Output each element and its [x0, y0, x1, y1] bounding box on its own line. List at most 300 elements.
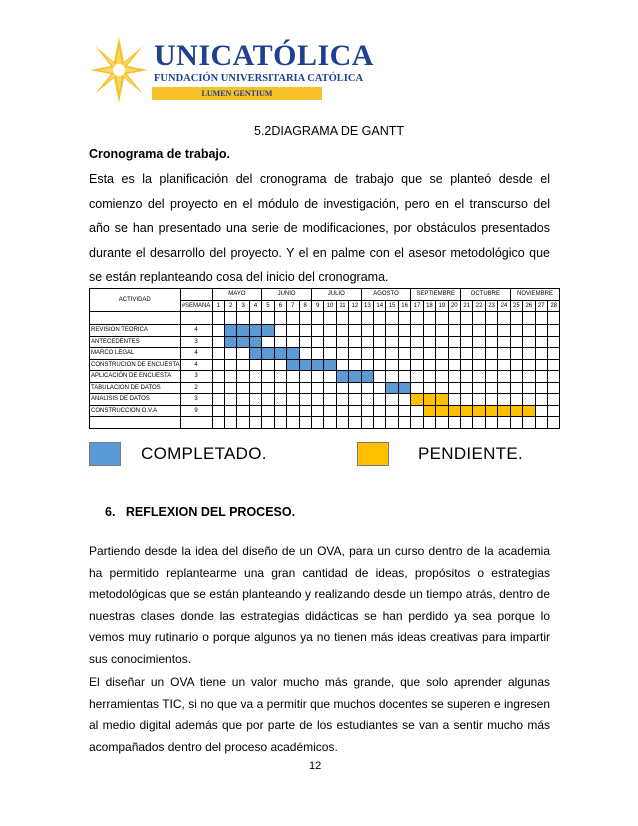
blank-cell [411, 417, 423, 429]
spacer-cell [274, 312, 286, 325]
week-number: 18 [423, 300, 435, 312]
week-number: 6 [274, 300, 286, 312]
logo-subtitle: FUNDACIÓN UNIVERSITARIA CATÓLICA [154, 73, 364, 84]
empty-week-cell [448, 382, 460, 394]
spacer-cell [411, 312, 423, 325]
spacer-cell [535, 312, 547, 325]
empty-week-cell [547, 325, 559, 337]
spacer-cell [386, 312, 398, 325]
empty-week-cell [224, 359, 236, 371]
empty-week-cell [423, 371, 435, 383]
empty-week-cell [349, 348, 361, 360]
spacer-cell [498, 312, 510, 325]
empty-week-cell [262, 336, 274, 348]
spacer-cell [436, 312, 448, 325]
empty-week-cell [374, 348, 386, 360]
empty-week-cell [386, 394, 398, 406]
empty-week-cell [510, 394, 522, 406]
spacer-cell [361, 312, 373, 325]
blank-cell [336, 417, 348, 429]
empty-week-cell [423, 359, 435, 371]
empty-week-cell [299, 394, 311, 406]
empty-week-cell [398, 394, 410, 406]
empty-week-cell [510, 348, 522, 360]
empty-week-cell [237, 348, 249, 360]
empty-week-cell [274, 382, 286, 394]
empty-week-cell [224, 382, 236, 394]
activity-weeks: 3 [180, 336, 212, 348]
empty-week-cell [485, 336, 497, 348]
empty-week-cell [237, 371, 249, 383]
spacer-cell [311, 312, 323, 325]
week-number: 19 [436, 300, 448, 312]
spacer-cell [262, 312, 274, 325]
star-emblem-icon [88, 35, 150, 105]
empty-week-cell [510, 382, 522, 394]
blank-cell [224, 417, 236, 429]
completed-week-cell [361, 371, 373, 383]
empty-week-cell [311, 325, 323, 337]
empty-week-cell [311, 348, 323, 360]
completed-week-cell [224, 336, 236, 348]
week-number: 22 [473, 300, 485, 312]
completed-week-cell [237, 336, 249, 348]
empty-week-cell [523, 382, 535, 394]
empty-week-cell [398, 405, 410, 417]
empty-week-cell [299, 325, 311, 337]
empty-week-cell [349, 336, 361, 348]
completed-week-cell [287, 359, 299, 371]
blank-cell [436, 417, 448, 429]
schedule-heading: Cronograma de trabajo. [89, 147, 230, 161]
week-number: 2 [224, 300, 236, 312]
spacer-cell [336, 312, 348, 325]
gantt-chart-table [89, 288, 560, 429]
month-header: JULIO [311, 289, 361, 301]
empty-week-cell [237, 394, 249, 406]
empty-week-cell [498, 336, 510, 348]
blank-cell [361, 417, 373, 429]
activity-row [90, 359, 560, 371]
week-number: 26 [523, 300, 535, 312]
empty-week-cell [510, 325, 522, 337]
completed-week-cell [249, 348, 261, 360]
empty-week-cell [485, 325, 497, 337]
pending-week-cell [498, 405, 510, 417]
week-header: #SEMANA [180, 300, 212, 312]
empty-week-cell [349, 382, 361, 394]
empty-week-cell [547, 394, 559, 406]
empty-week-cell [398, 371, 410, 383]
spacer-cell [180, 312, 212, 325]
empty-week-cell [473, 336, 485, 348]
week-number: 13 [361, 300, 373, 312]
spacer-row [90, 312, 560, 325]
empty-week-cell [498, 371, 510, 383]
blank-cell [461, 417, 473, 429]
empty-week-cell [274, 371, 286, 383]
empty-week-cell [485, 348, 497, 360]
activity-row [90, 382, 560, 394]
completed-week-cell [311, 359, 323, 371]
empty-week-cell [361, 405, 373, 417]
empty-week-cell [461, 359, 473, 371]
empty-week-cell [361, 348, 373, 360]
spacer-cell [510, 312, 522, 325]
empty-week-cell [461, 336, 473, 348]
empty-week-cell [535, 359, 547, 371]
empty-week-cell [262, 371, 274, 383]
empty-week-cell [361, 382, 373, 394]
empty-week-cell [535, 371, 547, 383]
empty-week-cell [523, 359, 535, 371]
spacer-cell [212, 312, 224, 325]
empty-week-cell [523, 394, 535, 406]
pending-week-cell [448, 405, 460, 417]
empty-week-cell [349, 359, 361, 371]
empty-week-cell [324, 382, 336, 394]
empty-week-cell [473, 382, 485, 394]
empty-week-cell [361, 336, 373, 348]
empty-week-cell [274, 325, 286, 337]
spacer-cell [473, 312, 485, 325]
spacer-cell [547, 312, 559, 325]
logo-motto: LUMEN GENTIUM [152, 87, 322, 100]
empty-week-cell [386, 348, 398, 360]
spacer-cell [523, 312, 535, 325]
activity-name: CONSTRUCION DE ENCUESTA [90, 359, 181, 371]
completed-week-cell [274, 348, 286, 360]
empty-week-cell [411, 382, 423, 394]
empty-week-cell [535, 325, 547, 337]
empty-week-cell [212, 348, 224, 360]
month-header: OCTUBRE [461, 289, 511, 301]
empty-week-cell [411, 405, 423, 417]
empty-week-cell [398, 359, 410, 371]
empty-week-cell [274, 336, 286, 348]
empty-week-cell [324, 348, 336, 360]
page-number: 12 [309, 760, 322, 772]
empty-week-cell [349, 325, 361, 337]
empty-week-cell [311, 394, 323, 406]
empty-week-cell [535, 336, 547, 348]
empty-week-cell [274, 405, 286, 417]
activity-name: TABULACION DE DATOS [90, 382, 181, 394]
week-number: 1 [212, 300, 224, 312]
empty-week-cell [436, 325, 448, 337]
empty-week-cell [287, 336, 299, 348]
pending-week-cell [423, 394, 435, 406]
empty-week-cell [361, 394, 373, 406]
activity-header: ACTIVIDAD [90, 289, 181, 312]
empty-week-cell [523, 348, 535, 360]
activity-weeks: 3 [180, 371, 212, 383]
empty-week-cell [547, 348, 559, 360]
blank-cell [374, 417, 386, 429]
pending-week-cell [485, 405, 497, 417]
empty-week-cell [336, 359, 348, 371]
legend-completed-label: COMPLETADO. [141, 444, 267, 463]
activity-row [90, 405, 560, 417]
blank-cell [287, 417, 299, 429]
blank-cell [498, 417, 510, 429]
empty-week-cell [535, 394, 547, 406]
week-number: 4 [249, 300, 261, 312]
spacer-cell [485, 312, 497, 325]
spacer-cell [349, 312, 361, 325]
blank-cell [386, 417, 398, 429]
completed-week-cell [398, 382, 410, 394]
month-header-blank [180, 289, 212, 301]
completed-week-cell [249, 325, 261, 337]
empty-week-cell [436, 371, 448, 383]
empty-week-cell [299, 336, 311, 348]
activity-row [90, 325, 560, 337]
empty-week-cell [461, 394, 473, 406]
spacer-cell [461, 312, 473, 325]
blank-cell [485, 417, 497, 429]
empty-week-cell [461, 325, 473, 337]
empty-week-cell [411, 325, 423, 337]
blank-cell [249, 417, 261, 429]
blank-cell [299, 417, 311, 429]
completed-week-cell [237, 325, 249, 337]
empty-week-cell [336, 382, 348, 394]
empty-week-cell [287, 394, 299, 406]
empty-week-cell [262, 405, 274, 417]
empty-week-cell [287, 405, 299, 417]
university-logo [88, 35, 374, 105]
empty-week-cell [212, 382, 224, 394]
month-header: SEPTIEMBRE [411, 289, 461, 301]
empty-week-cell [448, 359, 460, 371]
month-header: JUNIO [262, 289, 312, 301]
empty-week-cell [535, 405, 547, 417]
empty-week-cell [398, 325, 410, 337]
pending-week-cell [473, 405, 485, 417]
activity-weeks: 4 [180, 359, 212, 371]
empty-week-cell [237, 382, 249, 394]
blank-cell [349, 417, 361, 429]
spacer-cell [90, 312, 181, 325]
empty-week-cell [423, 382, 435, 394]
blank-cell [237, 417, 249, 429]
empty-week-cell [349, 394, 361, 406]
completed-week-cell [262, 325, 274, 337]
empty-week-cell [224, 405, 236, 417]
month-header: AGOSTO [361, 289, 411, 301]
pending-week-cell [510, 405, 522, 417]
pending-week-cell [461, 405, 473, 417]
empty-week-cell [498, 359, 510, 371]
empty-week-cell [510, 371, 522, 383]
empty-week-cell [324, 336, 336, 348]
section-title: 5.2DIAGRAMA DE GANTT [254, 124, 405, 138]
pending-week-cell [436, 394, 448, 406]
empty-week-cell [237, 359, 249, 371]
spacer-cell [324, 312, 336, 325]
empty-week-cell [311, 371, 323, 383]
activity-name: ANALISIS DE DATOS [90, 394, 181, 406]
empty-week-cell [374, 394, 386, 406]
empty-week-cell [547, 371, 559, 383]
reflection-paragraph-1: Partiendo desde la idea del diseño de un OVA, para un curso dentro de la academia ha permitido replantearme una gran cantidad de ideas, propósitos o estrategias metodológicas que se están planteando y realizando desde un tiempo atrás, dentro de nuestras clases donde las estrategias didácticas se han perdido ya sea porque lo vemos muy rutinario o porque algunos ya no tienen más ideas creativas para impartir sus conocimientos. [89, 544, 550, 666]
legend-completed-swatch [89, 442, 121, 466]
empty-week-cell [448, 394, 460, 406]
week-number: 14 [374, 300, 386, 312]
empty-week-cell [510, 336, 522, 348]
blank-cell [510, 417, 522, 429]
empty-week-cell [336, 325, 348, 337]
empty-week-cell [423, 336, 435, 348]
empty-week-cell [411, 348, 423, 360]
activity-row [90, 394, 560, 406]
legend-pending-swatch [357, 442, 389, 466]
empty-week-cell [473, 394, 485, 406]
empty-week-cell [547, 382, 559, 394]
empty-week-cell [212, 325, 224, 337]
empty-week-cell [336, 394, 348, 406]
spacer-cell [299, 312, 311, 325]
empty-week-cell [498, 325, 510, 337]
week-number: 12 [349, 300, 361, 312]
empty-week-cell [374, 371, 386, 383]
month-header: MAYO [212, 289, 262, 301]
empty-week-cell [386, 359, 398, 371]
empty-week-cell [411, 359, 423, 371]
empty-week-cell [473, 371, 485, 383]
empty-week-cell [299, 405, 311, 417]
empty-week-cell [249, 405, 261, 417]
empty-week-cell [249, 382, 261, 394]
empty-week-cell [423, 325, 435, 337]
empty-week-cell [212, 359, 224, 371]
empty-week-cell [311, 382, 323, 394]
logo-name: UNICATÓLICA [154, 39, 374, 72]
week-number: 25 [510, 300, 522, 312]
empty-week-cell [224, 394, 236, 406]
empty-week-cell [299, 371, 311, 383]
empty-week-cell [262, 359, 274, 371]
intro-paragraph: Esta es la planificación del cronograma de trabajo que se planteó desde el comienzo del proyecto en el módulo de investigación, pero en el transcurso del año se han presentado una serie de modificaciones, por obstáculos presentados durante el desarrollo del proyecto. Y el en palme con el asesor metodológico que se están replanteando cosa del inicio del cronograma. [89, 172, 550, 284]
empty-week-cell [547, 405, 559, 417]
empty-week-cell [498, 394, 510, 406]
completed-week-cell [249, 336, 261, 348]
activity-name: REVISION TEORICA [90, 325, 181, 337]
activity-name: APLICACIÓN DE ENCUESTA [90, 371, 181, 383]
spacer-cell [237, 312, 249, 325]
empty-week-cell [311, 336, 323, 348]
completed-week-cell [287, 348, 299, 360]
empty-week-cell [336, 336, 348, 348]
blank-cell [180, 417, 212, 429]
spacer-cell [249, 312, 261, 325]
empty-week-cell [336, 348, 348, 360]
empty-week-cell [510, 359, 522, 371]
week-number: 9 [311, 300, 323, 312]
blank-cell [274, 417, 286, 429]
blank-cell [535, 417, 547, 429]
spacer-cell [448, 312, 460, 325]
empty-week-cell [336, 405, 348, 417]
empty-week-cell [237, 405, 249, 417]
empty-week-cell [448, 325, 460, 337]
week-number: 28 [547, 300, 559, 312]
empty-week-cell [324, 394, 336, 406]
empty-week-cell [287, 325, 299, 337]
pending-week-cell [523, 405, 535, 417]
spacer-cell [287, 312, 299, 325]
spacer-cell [224, 312, 236, 325]
empty-week-cell [212, 371, 224, 383]
empty-week-cell [448, 348, 460, 360]
activity-row [90, 371, 560, 383]
empty-week-cell [473, 325, 485, 337]
blank-cell [473, 417, 485, 429]
empty-week-cell [224, 371, 236, 383]
week-number: 17 [411, 300, 423, 312]
empty-week-cell [374, 382, 386, 394]
empty-week-cell [287, 382, 299, 394]
activity-weeks: 9 [180, 405, 212, 417]
empty-week-cell [411, 336, 423, 348]
empty-week-cell [498, 382, 510, 394]
week-number: 10 [324, 300, 336, 312]
week-number: 7 [287, 300, 299, 312]
activity-weeks: 3 [180, 394, 212, 406]
blank-cell [90, 417, 181, 429]
blank-cell [547, 417, 559, 429]
reflection-heading: 6. REFLEXION DEL PROCESO. [105, 505, 296, 519]
week-number: 8 [299, 300, 311, 312]
empty-week-cell [274, 359, 286, 371]
empty-week-cell [523, 371, 535, 383]
month-header-row [90, 289, 560, 301]
empty-week-cell [386, 405, 398, 417]
blank-cell [398, 417, 410, 429]
completed-week-cell [386, 382, 398, 394]
week-number: 20 [448, 300, 460, 312]
spacer-cell [423, 312, 435, 325]
empty-week-cell [547, 336, 559, 348]
empty-week-cell [436, 359, 448, 371]
empty-week-cell [436, 336, 448, 348]
empty-week-cell [498, 348, 510, 360]
empty-week-cell [324, 405, 336, 417]
completed-week-cell [299, 359, 311, 371]
empty-week-cell [386, 325, 398, 337]
empty-week-cell [485, 359, 497, 371]
empty-week-cell [274, 394, 286, 406]
empty-week-cell [448, 336, 460, 348]
week-number: 3 [237, 300, 249, 312]
empty-week-cell [299, 348, 311, 360]
blank-cell [448, 417, 460, 429]
activity-weeks: 4 [180, 325, 212, 337]
empty-week-cell [374, 336, 386, 348]
week-number: 23 [485, 300, 497, 312]
empty-week-cell [299, 382, 311, 394]
empty-week-cell [311, 405, 323, 417]
empty-week-cell [324, 371, 336, 383]
completed-week-cell [324, 359, 336, 371]
spacer-cell [398, 312, 410, 325]
legend-pending-label: PENDIENTE. [418, 444, 524, 463]
empty-week-cell [448, 371, 460, 383]
empty-week-cell [324, 325, 336, 337]
blank-cell [523, 417, 535, 429]
week-number: 11 [336, 300, 348, 312]
